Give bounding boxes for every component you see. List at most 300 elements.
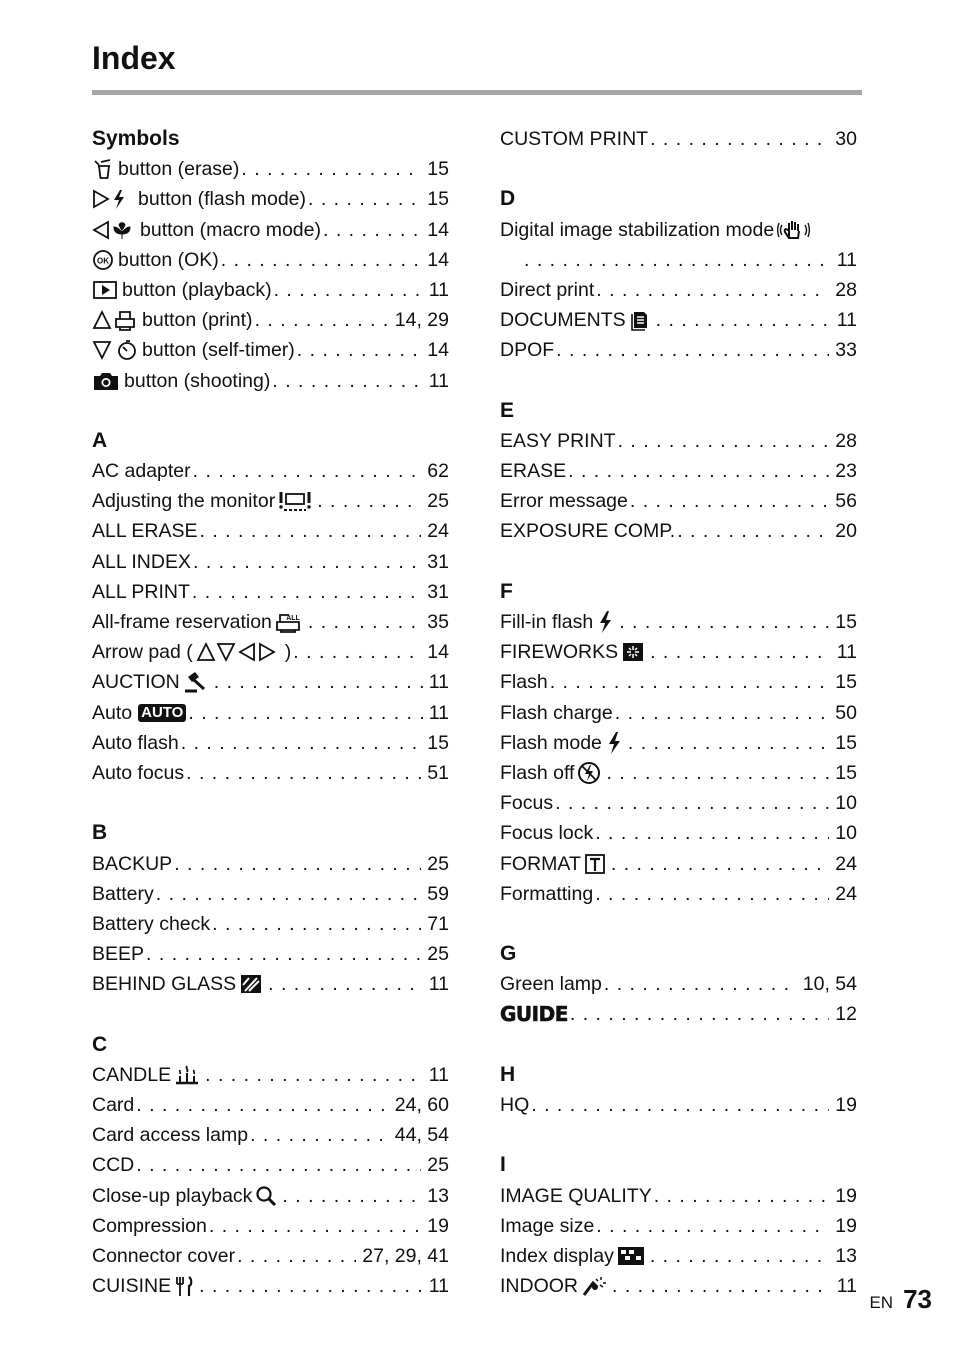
- entry-pages: 13: [427, 1184, 449, 1207]
- entry-term: [500, 637, 648, 667]
- index-section-f: [500, 577, 857, 909]
- index-entry: [500, 788, 857, 818]
- entry-pages: 11: [836, 1275, 857, 1298]
- dot-leader: [550, 667, 830, 697]
- entry-pages: 15: [835, 671, 857, 694]
- entry-term-text: ALL ERASE: [92, 520, 198, 543]
- entry-term-text: Battery: [92, 882, 154, 905]
- entry-term: [500, 698, 613, 728]
- entry-term: [92, 577, 190, 607]
- index-entry: [500, 426, 857, 456]
- entry-term-text: Flash charge: [500, 701, 613, 724]
- index-entry: [500, 758, 857, 788]
- entry-term: [92, 637, 291, 667]
- index-section-e: [500, 396, 857, 547]
- entry-term: [500, 305, 654, 335]
- entry-term-text: BEEP: [92, 943, 145, 966]
- monitor-brightness-icon: [278, 490, 312, 512]
- entry-term: [500, 456, 566, 486]
- page-footer: [869, 1284, 932, 1315]
- guide-label: GUIDE: [500, 1002, 568, 1027]
- entry-pages: 15: [835, 611, 857, 633]
- dot-leader: [595, 818, 829, 848]
- entry-term: [92, 305, 253, 335]
- index-entry: [500, 215, 857, 245]
- entry-term-text: CANDLE: [92, 1063, 172, 1086]
- entry-term: [92, 758, 184, 788]
- entry-term-text: Adjusting the monitor: [92, 490, 276, 513]
- dot-leader: [596, 275, 829, 305]
- index-entry: [500, 698, 857, 728]
- index-entry: [500, 245, 857, 275]
- entry-pages: 25: [427, 943, 449, 966]
- index-entry: [500, 728, 857, 758]
- entry-pages: 15: [427, 158, 449, 181]
- entry-pages: 11: [428, 973, 449, 996]
- index-entry: [92, 154, 449, 184]
- dot-leader: [200, 516, 422, 546]
- dot-leader: [556, 335, 829, 365]
- entry-term-text: CCD: [92, 1154, 135, 1177]
- index-entry: [500, 275, 857, 305]
- self-timer-icon: [92, 339, 138, 361]
- entry-term: [92, 245, 219, 275]
- behind-glass-icon: [239, 973, 263, 995]
- entry-pages: 50: [835, 701, 857, 724]
- index-entry: [92, 728, 449, 758]
- entry-term-text: Connector cover: [92, 1244, 236, 1267]
- dot-leader: [297, 335, 422, 365]
- index-entry: [92, 547, 449, 577]
- entry-term: [500, 486, 628, 516]
- dot-leader: [619, 607, 829, 637]
- entry-term-text: button (OK): [118, 248, 219, 271]
- index-section-h: [500, 1060, 857, 1120]
- entry-term: [500, 667, 548, 697]
- entry-pages: 24: [835, 882, 857, 905]
- entry-term: [500, 607, 617, 637]
- index-entry: [500, 879, 857, 909]
- entry-pages: 10, 54: [802, 973, 857, 996]
- dot-leader: [250, 1120, 389, 1150]
- index-entry: [92, 1150, 449, 1180]
- entry-term: [92, 547, 191, 577]
- index-entry: [92, 637, 449, 667]
- index-column-left: [92, 124, 449, 1332]
- index-entry: [92, 698, 449, 728]
- entry-term: [500, 516, 675, 546]
- dot-leader: [255, 305, 389, 335]
- entry-term-text: DPOF: [500, 339, 555, 362]
- entry-term: [92, 728, 179, 758]
- entry-term: [92, 1120, 248, 1150]
- fireworks-icon: [621, 641, 645, 663]
- index-entry: [92, 1271, 449, 1301]
- dot-leader: [136, 1150, 421, 1180]
- dot-leader: [136, 1090, 389, 1120]
- entry-term: [92, 909, 210, 939]
- entry-term: [92, 1271, 197, 1301]
- entry-pages: 62: [427, 460, 449, 483]
- entry-term: [92, 849, 172, 879]
- index-entry: [500, 1090, 857, 1120]
- flash-icon: [596, 610, 614, 634]
- dot-leader: [650, 124, 829, 154]
- entry-term-text: Flash mode: [500, 731, 602, 754]
- entry-pages: 27, 29, 41: [362, 1244, 449, 1267]
- entry-pages: 14: [427, 248, 449, 271]
- dot-leader: [209, 1211, 421, 1241]
- entry-pages: 28: [835, 429, 857, 452]
- index-entry: [500, 849, 857, 879]
- entry-term: [500, 426, 616, 456]
- dot-leader: [205, 1060, 423, 1090]
- entry-pages: 13: [835, 1244, 857, 1267]
- entry-term: [92, 184, 306, 214]
- dot-leader: [615, 698, 830, 728]
- section-heading: I: [500, 1153, 506, 1177]
- entry-pages: 20: [835, 520, 857, 543]
- magnify-icon: [255, 1185, 277, 1207]
- all-frame-icon: [275, 611, 303, 633]
- entry-pages: 11: [428, 278, 449, 301]
- entry-term-text: ERASE: [500, 460, 567, 483]
- dot-leader: [308, 607, 421, 637]
- dot-leader: [272, 366, 422, 396]
- entry-term-text: CUSTOM PRINT: [500, 128, 649, 150]
- entry-pages: 19: [835, 1184, 857, 1207]
- entry-term: [500, 1271, 610, 1301]
- entry-term-text: BEHIND GLASS: [92, 973, 237, 996]
- index-entry: [92, 1060, 449, 1090]
- entry-pages: 11: [428, 671, 449, 694]
- entry-term: [500, 1181, 652, 1211]
- entry-pages: 25: [427, 852, 449, 875]
- entry-term-text: Card access lamp: [92, 1124, 249, 1147]
- index-entry: [92, 184, 449, 214]
- dot-leader: [677, 516, 829, 546]
- entry-pages: 35: [427, 611, 449, 633]
- entry-pages: 10: [835, 792, 857, 815]
- entry-pages: 56: [835, 490, 857, 513]
- dot-leader: [174, 849, 421, 879]
- entry-term: [500, 1211, 594, 1241]
- playback-icon: [92, 279, 118, 301]
- index-entry: [92, 275, 449, 305]
- dot-leader: [606, 758, 829, 788]
- entry-term: [92, 486, 315, 516]
- dot-leader: [214, 667, 423, 697]
- dot-leader: [186, 758, 421, 788]
- print-icon: [92, 309, 138, 331]
- macro-mode-icon: [92, 219, 136, 241]
- entry-term: [500, 969, 602, 999]
- entry-term: [92, 1150, 134, 1180]
- entry-term-tail: ): [284, 641, 292, 664]
- index-entry: [92, 245, 449, 275]
- index-entry: [500, 1181, 857, 1211]
- entry-pages: 31: [427, 550, 449, 573]
- entry-pages: 14, 29: [394, 309, 449, 332]
- entry-term-text: Formatting: [500, 882, 594, 905]
- entry-pages: 14: [427, 339, 449, 362]
- entry-pages: 19: [835, 1214, 857, 1237]
- index-entry: [92, 486, 449, 516]
- index-entry: [92, 939, 449, 969]
- entry-pages: 19: [835, 1094, 857, 1116]
- entry-term: [92, 698, 186, 728]
- section-heading: F: [500, 579, 513, 603]
- entry-term-text: Image size: [500, 1214, 595, 1237]
- title-rule: [92, 90, 862, 95]
- entry-term: [92, 154, 239, 184]
- entry-term-text: Arrow pad (: [92, 641, 193, 664]
- entry-term: [92, 215, 321, 245]
- entry-pages: 24: [835, 852, 857, 875]
- cuisine-icon: [174, 1275, 194, 1297]
- entry-pages: 33: [835, 339, 857, 362]
- dot-leader: [323, 215, 421, 245]
- footer-language: EN: [869, 1293, 894, 1312]
- entry-pages: 19: [427, 1214, 449, 1237]
- entry-pages: 11: [836, 641, 857, 664]
- entry-term: [500, 818, 593, 848]
- index-section-i: [500, 1150, 857, 1301]
- entry-term: [92, 667, 212, 697]
- index-entry: [500, 486, 857, 516]
- index-entry: [92, 667, 449, 697]
- entry-term-text: Index display: [500, 1244, 614, 1267]
- index-entry: [500, 1271, 857, 1301]
- indoor-icon: [581, 1275, 607, 1297]
- index-section-b: [92, 818, 449, 999]
- entry-pages: 15: [427, 731, 449, 754]
- entry-term: [500, 1241, 648, 1271]
- documents-icon: [629, 309, 651, 331]
- index-entry: [92, 879, 449, 909]
- index-entry: [500, 1241, 857, 1271]
- entry-term-text: EASY PRINT: [500, 429, 616, 452]
- entry-term-text: button (playback): [122, 278, 272, 301]
- entry-pages: 15: [835, 761, 857, 784]
- entry-pages: 12: [835, 1003, 857, 1026]
- entry-term-text: Error message: [500, 490, 628, 513]
- entry-term: [92, 1060, 203, 1090]
- flash-icon: [605, 731, 623, 755]
- dot-leader: [181, 728, 422, 758]
- index-section-a: [92, 426, 449, 788]
- dot-leader: [604, 969, 797, 999]
- index-entry: [92, 456, 449, 486]
- entry-term: [92, 335, 295, 365]
- entry-pages: 51: [427, 761, 449, 784]
- entry-pages: 25: [427, 1154, 449, 1177]
- index-entry: [500, 667, 857, 697]
- index-entry: [500, 335, 857, 365]
- entry-term-text: Flash: [500, 671, 548, 694]
- index-section-d: [500, 184, 857, 365]
- dot-leader: [531, 1090, 829, 1120]
- index-entry: [500, 456, 857, 486]
- entry-term: [92, 456, 191, 486]
- entry-pages: 28: [835, 278, 857, 301]
- index-entry: [92, 577, 449, 607]
- dot-leader: [241, 154, 421, 184]
- erase-icon: [92, 158, 114, 180]
- entry-term-text: Compression: [92, 1214, 207, 1237]
- entry-term: [500, 758, 604, 788]
- entry-pages: 25: [427, 490, 449, 513]
- entry-term-text: DOCUMENTS: [500, 309, 626, 332]
- entry-pages: 11: [836, 248, 857, 271]
- entry-term: [92, 607, 306, 637]
- section-heading: A: [92, 428, 108, 452]
- dot-leader: [282, 1181, 421, 1211]
- entry-term: [92, 1090, 134, 1120]
- stabilization-icon: [777, 219, 811, 241]
- entry-term: [92, 516, 198, 546]
- entry-term-text: ALL INDEX: [92, 550, 191, 573]
- entry-term-text: button (shooting): [124, 369, 271, 392]
- entry-term: [92, 1181, 280, 1211]
- index-section-symbols: [92, 124, 449, 396]
- section-heading: Symbols: [92, 127, 180, 150]
- dot-leader: [293, 637, 421, 667]
- entry-term: [500, 788, 553, 818]
- entry-pages: 14: [427, 641, 449, 664]
- entry-term-text: FIREWORKS: [500, 641, 619, 664]
- dot-leader: [212, 909, 421, 939]
- index-column-right: [500, 124, 857, 1332]
- entry-term-text: button (flash mode): [138, 188, 307, 211]
- section-heading: G: [500, 942, 517, 966]
- index-entry: [500, 1211, 857, 1241]
- entry-term-text: FORMAT: [500, 852, 581, 875]
- entry-term-text: button (erase): [118, 158, 240, 181]
- dot-leader: [193, 547, 421, 577]
- entry-pages: 24, 60: [394, 1094, 449, 1116]
- section-heading: C: [92, 1032, 108, 1056]
- entry-term-text: IMAGE QUALITY: [500, 1184, 652, 1207]
- dot-leader: [317, 486, 421, 516]
- entry-term: [92, 1241, 235, 1271]
- index-entry: [500, 969, 857, 999]
- index-entry: [92, 1120, 449, 1150]
- entry-pages: 24: [427, 520, 449, 543]
- entry-term-text: Digital image stabilization mode: [500, 218, 775, 241]
- dot-leader: [237, 1241, 356, 1271]
- entry-term-text: All-frame reservation: [92, 611, 272, 633]
- entry-term-text: Battery check: [92, 912, 211, 935]
- index-entry: [500, 124, 857, 154]
- entry-pages: 14: [427, 218, 449, 241]
- index-entry: [92, 1211, 449, 1241]
- entry-term: [92, 275, 272, 305]
- entry-term-text: INDOOR: [500, 1275, 578, 1298]
- entry-term-text: button (macro mode): [140, 218, 321, 241]
- dot-leader: [612, 1271, 831, 1301]
- entry-pages: 59: [427, 882, 449, 905]
- entry-pages: 11: [428, 1275, 449, 1298]
- page-title: Index: [92, 40, 176, 76]
- index-entry: [92, 305, 449, 335]
- entry-term-text: BACKUP: [92, 852, 173, 875]
- index-section-c: [92, 1030, 449, 1302]
- section-heading: D: [500, 187, 516, 211]
- dot-leader: [654, 1181, 830, 1211]
- dot-leader: [199, 1271, 423, 1301]
- index-entry: [92, 849, 449, 879]
- entry-pages: 11: [428, 1063, 449, 1086]
- entry-term-text: EXPOSURE COMP.: [500, 520, 676, 543]
- entry-term-text: Close-up playback: [92, 1184, 253, 1207]
- entry-term: [92, 939, 144, 969]
- dot-leader: [595, 879, 829, 909]
- section-heading: B: [92, 821, 108, 845]
- entry-term-text: CUISINE: [92, 1275, 172, 1298]
- entry-term-text: AC adapter: [92, 460, 191, 483]
- index-entry: [500, 818, 857, 848]
- ok-icon: [92, 249, 114, 271]
- entry-pages: 15: [835, 731, 857, 754]
- entry-term: [500, 215, 814, 245]
- auction-icon: [183, 671, 209, 693]
- index-entry: [500, 999, 857, 1029]
- entry-term-text: Direct print: [500, 278, 595, 301]
- dot-leader: [650, 1241, 829, 1271]
- dot-leader: [618, 426, 830, 456]
- dot-leader: [192, 577, 421, 607]
- dot-leader: [146, 939, 421, 969]
- entry-pages: 23: [835, 460, 857, 483]
- index-entry: [92, 1241, 449, 1271]
- entry-term-text: Card: [92, 1094, 135, 1116]
- dot-leader: [570, 999, 829, 1029]
- index-entry: [92, 215, 449, 245]
- dot-leader: [596, 1211, 829, 1241]
- dot-leader: [555, 788, 829, 818]
- flash-off-icon: [577, 761, 601, 785]
- index-entry: [92, 909, 449, 939]
- entry-term: [500, 124, 648, 154]
- entry-term-text: ALL PRINT: [92, 580, 190, 603]
- dot-leader: [524, 245, 831, 275]
- page-number: 73: [903, 1284, 932, 1314]
- index-entry: [92, 969, 449, 999]
- entry-term: [500, 999, 568, 1029]
- dot-leader: [656, 305, 831, 335]
- entry-pages: 11: [836, 309, 857, 332]
- entry-pages: 15: [427, 188, 449, 211]
- index-section-g: [500, 939, 857, 1030]
- entry-pages: 11: [428, 701, 449, 724]
- entry-term-text: AUCTION: [92, 671, 180, 694]
- entry-pages: 11: [428, 369, 449, 392]
- svg-text:ALL: ALL: [286, 615, 300, 623]
- dot-leader: [193, 456, 422, 486]
- entry-term-text: Fill-in flash: [500, 611, 594, 633]
- dot-leader: [188, 698, 422, 728]
- entry-term-text: button (print): [142, 309, 253, 332]
- entry-term: [500, 879, 593, 909]
- index-entry: [500, 637, 857, 667]
- entry-term-text: Auto: [92, 701, 133, 724]
- index-entry: [500, 516, 857, 546]
- index-entry: [500, 607, 857, 637]
- dot-leader: [221, 245, 422, 275]
- index-display-icon: [617, 1245, 645, 1267]
- entry-term-text: Focus: [500, 792, 554, 815]
